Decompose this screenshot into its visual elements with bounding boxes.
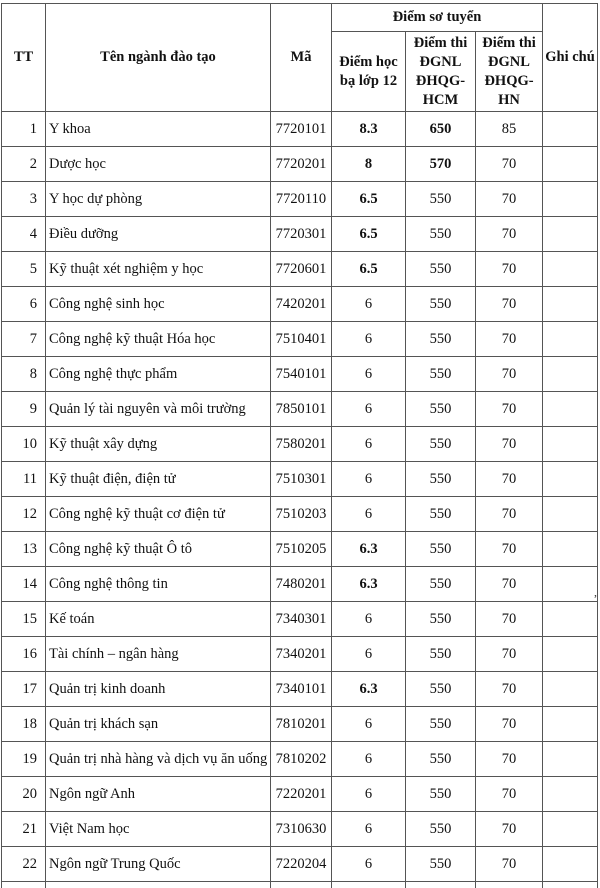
row-number: 12 (2, 497, 46, 532)
dgnl-hcm-score: 550 (406, 707, 476, 742)
table-row (2, 357, 598, 392)
note-cell (543, 287, 598, 322)
row-number: 11 (2, 462, 46, 497)
dgnl-hn-score: 70 (476, 357, 543, 392)
table-row (2, 532, 598, 567)
program-name: Công nghệ sinh học (46, 287, 271, 322)
program-name: Công nghệ thực phẩm (46, 357, 271, 392)
dgnl-hcm-score: 550 (406, 602, 476, 637)
table-row-partial (2, 882, 598, 888)
table-row (2, 112, 598, 147)
dgnl-hn-score: 70 (476, 637, 543, 672)
row-number: 17 (2, 672, 46, 707)
row-number: 8 (2, 357, 46, 392)
dgnl-hcm-score: 550 (406, 567, 476, 602)
dgnl-hcm-score: 550 (406, 392, 476, 427)
program-name: Công nghệ kỹ thuật Hóa học (46, 322, 271, 357)
table-row (2, 427, 598, 462)
scan-mark: , (594, 585, 597, 600)
dgnl-hcm-score: 550 (406, 322, 476, 357)
program-name: Dược học (46, 147, 271, 182)
partial-cell (271, 882, 332, 888)
hocba-score: 8 (332, 147, 406, 182)
dgnl-hn-score: 70 (476, 847, 543, 882)
dgnl-hn-score: 70 (476, 742, 543, 777)
program-code: 7720301 (271, 217, 332, 252)
table-row (2, 217, 598, 252)
program-name: Ngôn ngữ Anh (46, 777, 271, 812)
dgnl-hn-score: 70 (476, 427, 543, 462)
hocba-score: 6.5 (332, 182, 406, 217)
note-cell (543, 462, 598, 497)
table-row (2, 742, 598, 777)
row-number: 7 (2, 322, 46, 357)
program-name: Quản trị nhà hàng và dịch vụ ăn uống (46, 742, 271, 777)
table-row (2, 182, 598, 217)
row-number: 16 (2, 637, 46, 672)
hocba-score: 6 (332, 707, 406, 742)
row-number: 21 (2, 812, 46, 847)
table-row (2, 147, 598, 182)
dgnl-hn-score: 70 (476, 812, 543, 847)
dgnl-hcm-score: 570 (406, 147, 476, 182)
note-cell (543, 847, 598, 882)
partial-cell (476, 882, 543, 888)
hocba-score: 6 (332, 847, 406, 882)
partial-cell (332, 882, 406, 888)
table-row (2, 812, 598, 847)
note-cell (543, 742, 598, 777)
dgnl-hn-score: 70 (476, 777, 543, 812)
dgnl-hcm-score: 550 (406, 847, 476, 882)
table-row (2, 392, 598, 427)
program-name: Kỹ thuật xét nghiệm y học (46, 252, 271, 287)
hocba-score: 6 (332, 497, 406, 532)
program-name: Ngôn ngữ Trung Quốc (46, 847, 271, 882)
dgnl-hcm-score: 550 (406, 252, 476, 287)
program-name: Kế toán (46, 602, 271, 637)
program-code: 7510203 (271, 497, 332, 532)
note-cell (543, 707, 598, 742)
note-cell (543, 182, 598, 217)
hocba-score: 6 (332, 637, 406, 672)
dgnl-hcm-score: 550 (406, 812, 476, 847)
header-code: Mã (271, 4, 332, 112)
row-number: 15 (2, 602, 46, 637)
dgnl-hn-score: 70 (476, 392, 543, 427)
row-number: 9 (2, 392, 46, 427)
note-cell (543, 637, 598, 672)
program-code: 7540101 (271, 357, 332, 392)
note-cell (543, 252, 598, 287)
row-number: 5 (2, 252, 46, 287)
program-code: 7720201 (271, 147, 332, 182)
partial-cell (406, 882, 476, 888)
table-row (2, 287, 598, 322)
dgnl-hn-score: 85 (476, 112, 543, 147)
table-row (2, 252, 598, 287)
dgnl-hcm-score: 550 (406, 217, 476, 252)
dgnl-hn-score: 70 (476, 322, 543, 357)
row-number: 1 (2, 112, 46, 147)
table-row (2, 462, 598, 497)
program-name: Y học dự phòng (46, 182, 271, 217)
note-cell (543, 217, 598, 252)
hocba-score: 6 (332, 357, 406, 392)
hocba-score: 6 (332, 287, 406, 322)
note-cell (543, 672, 598, 707)
partial-cell (543, 882, 598, 888)
note-cell (543, 812, 598, 847)
dgnl-hn-score: 70 (476, 182, 543, 217)
dgnl-hcm-score: 550 (406, 777, 476, 812)
hocba-score: 6 (332, 462, 406, 497)
program-name: Công nghệ kỹ thuật cơ điện tử (46, 497, 271, 532)
program-name: Quản trị khách sạn (46, 707, 271, 742)
dgnl-hn-score: 70 (476, 707, 543, 742)
note-cell (543, 497, 598, 532)
program-name: Việt Nam học (46, 812, 271, 847)
note-cell (543, 532, 598, 567)
note-cell (543, 777, 598, 812)
hocba-score: 6 (332, 777, 406, 812)
dgnl-hcm-score: 550 (406, 742, 476, 777)
dgnl-hcm-score: 550 (406, 287, 476, 322)
table-row (2, 777, 598, 812)
hocba-score: 6 (332, 322, 406, 357)
row-number: 22 (2, 847, 46, 882)
header-program-name: Tên ngành đào tạo (46, 4, 271, 112)
program-code: 7340301 (271, 602, 332, 637)
program-name: Quản trị kinh doanh (46, 672, 271, 707)
dgnl-hn-score: 70 (476, 567, 543, 602)
dgnl-hcm-score: 550 (406, 462, 476, 497)
hocba-score: 6.3 (332, 672, 406, 707)
hocba-score: 6 (332, 427, 406, 462)
note-cell (543, 427, 598, 462)
program-name: Kỹ thuật điện, điện tử (46, 462, 271, 497)
row-number: 13 (2, 532, 46, 567)
program-name: Quản lý tài nguyên và môi trường (46, 392, 271, 427)
program-code: 7340201 (271, 637, 332, 672)
header-note: Ghi chú (543, 4, 598, 112)
dgnl-hcm-score: 550 (406, 427, 476, 462)
row-number: 20 (2, 777, 46, 812)
dgnl-hn-score: 70 (476, 497, 543, 532)
table-row (2, 637, 598, 672)
dgnl-hcm-score: 550 (406, 182, 476, 217)
table-row (2, 322, 598, 357)
hocba-score: 6 (332, 812, 406, 847)
hocba-score: 6.3 (332, 532, 406, 567)
program-code: 7810202 (271, 742, 332, 777)
header-screening-score: Điểm sơ tuyển (332, 4, 543, 32)
dgnl-hn-score: 70 (476, 147, 543, 182)
program-code: 7850101 (271, 392, 332, 427)
program-name: Kỹ thuật xây dựng (46, 427, 271, 462)
table-row (2, 602, 598, 637)
header-hocba: Điểm học bạ lớp 12 (332, 32, 406, 112)
hocba-score: 6 (332, 602, 406, 637)
dgnl-hcm-score: 550 (406, 357, 476, 392)
program-code: 7510401 (271, 322, 332, 357)
program-code: 7510301 (271, 462, 332, 497)
row-number: 3 (2, 182, 46, 217)
program-code: 7340101 (271, 672, 332, 707)
note-cell (543, 147, 598, 182)
program-code: 7420201 (271, 287, 332, 322)
table-row (2, 847, 598, 882)
row-number: 6 (2, 287, 46, 322)
dgnl-hn-score: 70 (476, 462, 543, 497)
program-code: 7810201 (271, 707, 332, 742)
table-row (2, 567, 598, 602)
note-cell (543, 357, 598, 392)
program-code: 7510205 (271, 532, 332, 567)
row-number: 2 (2, 147, 46, 182)
hocba-score: 6 (332, 392, 406, 427)
table-row (2, 672, 598, 707)
dgnl-hn-score: 70 (476, 672, 543, 707)
header-dgnl-hcm: Điểm thi ĐGNL ĐHQG-HCM (406, 32, 476, 112)
dgnl-hn-score: 70 (476, 217, 543, 252)
hocba-score: 8.3 (332, 112, 406, 147)
program-name: Y khoa (46, 112, 271, 147)
note-cell (543, 112, 598, 147)
row-number: 14 (2, 567, 46, 602)
program-code: 7720101 (271, 112, 332, 147)
table-body (2, 112, 598, 888)
hocba-score: 6.5 (332, 217, 406, 252)
program-name: Điều dưỡng (46, 217, 271, 252)
program-name: Công nghệ thông tin (46, 567, 271, 602)
dgnl-hcm-score: 550 (406, 497, 476, 532)
note-cell (543, 392, 598, 427)
row-number: 10 (2, 427, 46, 462)
program-code: 7480201 (271, 567, 332, 602)
program-code: 7220201 (271, 777, 332, 812)
dgnl-hcm-score: 550 (406, 672, 476, 707)
dgnl-hn-score: 70 (476, 602, 543, 637)
row-number: 4 (2, 217, 46, 252)
hocba-score: 6.3 (332, 567, 406, 602)
program-name: Công nghệ kỹ thuật Ô tô (46, 532, 271, 567)
note-cell (543, 322, 598, 357)
dgnl-hn-score: 70 (476, 287, 543, 322)
admissions-table (1, 3, 598, 888)
program-code: 7580201 (271, 427, 332, 462)
hocba-score: 6 (332, 742, 406, 777)
program-code: 7220204 (271, 847, 332, 882)
table-row (2, 707, 598, 742)
hocba-score: 6.5 (332, 252, 406, 287)
program-code: 7720110 (271, 182, 332, 217)
dgnl-hcm-score: 550 (406, 532, 476, 567)
partial-cell (46, 882, 271, 888)
row-number: 19 (2, 742, 46, 777)
program-name: Tài chính – ngân hàng (46, 637, 271, 672)
dgnl-hn-score: 70 (476, 252, 543, 287)
program-code: 7720601 (271, 252, 332, 287)
partial-cell (2, 882, 46, 888)
row-number: 18 (2, 707, 46, 742)
header-tt: TT (2, 4, 46, 112)
header-dgnl-hn: Điểm thi ĐGNL ĐHQG-HN (476, 32, 543, 112)
dgnl-hcm-score: 650 (406, 112, 476, 147)
program-code: 7310630 (271, 812, 332, 847)
dgnl-hn-score: 70 (476, 532, 543, 567)
dgnl-hcm-score: 550 (406, 637, 476, 672)
table-row (2, 497, 598, 532)
note-cell (543, 602, 598, 637)
note-cell (543, 567, 598, 602)
